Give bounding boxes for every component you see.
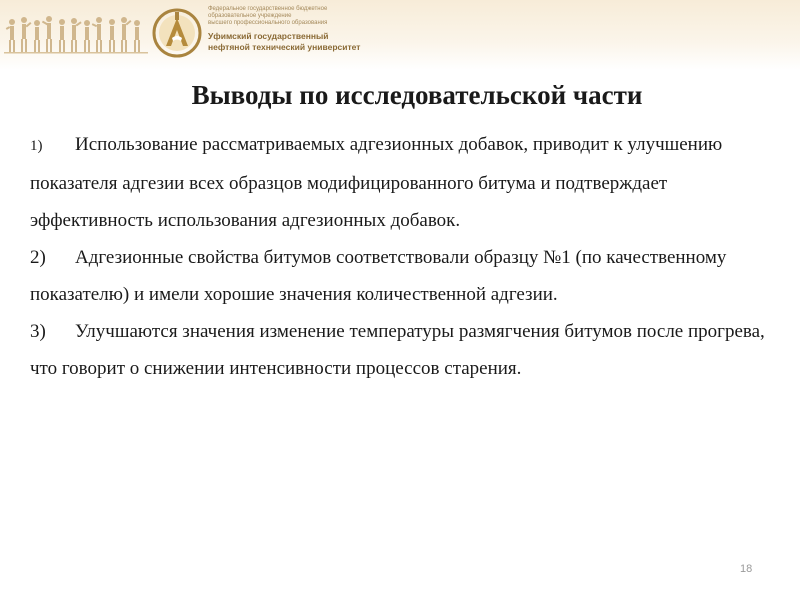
conclusion-number: 1): [30, 138, 43, 154]
university-emblem-icon: [152, 8, 202, 58]
conclusion-item-2: [30, 239, 790, 313]
conclusion-item-3: [30, 313, 790, 387]
institution-line-3: высшего профессионального образования: [208, 20, 328, 26]
institution-line-2: образовательное учреждение: [208, 13, 292, 19]
institution-line-1: Федеральное государственное бюджетное: [208, 6, 328, 12]
university-name-line-2: нефтяной технический университет: [208, 42, 361, 52]
conclusion-text: Улучшаются значения изменение температуры размягчения битумов после прогрева, что говорит о снижении интенсивности процессов старения.: [30, 321, 765, 379]
conclusion-number: 3): [30, 321, 46, 342]
header-band: [0, 0, 800, 70]
slide-title: Выводы по исследовательской части: [191, 80, 643, 110]
people-figures-illustration: [4, 10, 148, 56]
conclusion-text: Использование рассматриваемых адгезионных добавок, приводит к улучшению показателя адгезии всех образцов модифицированного битума и подтверждает эффективность использования адгезионных добавок.: [30, 134, 723, 231]
conclusion-item-1: [30, 126, 790, 239]
page-number: 18: [740, 563, 753, 575]
conclusion-text: Адгезионные свойства битумов соответствовали образцу №1 (по качественному показателю) и имели хорошие значения количественной адгезии.: [30, 247, 727, 305]
conclusions-list: [30, 126, 790, 387]
university-name-line-1: Уфимский государственный: [208, 31, 329, 41]
conclusion-number: 2): [30, 247, 46, 268]
university-name-block: [208, 6, 408, 53]
